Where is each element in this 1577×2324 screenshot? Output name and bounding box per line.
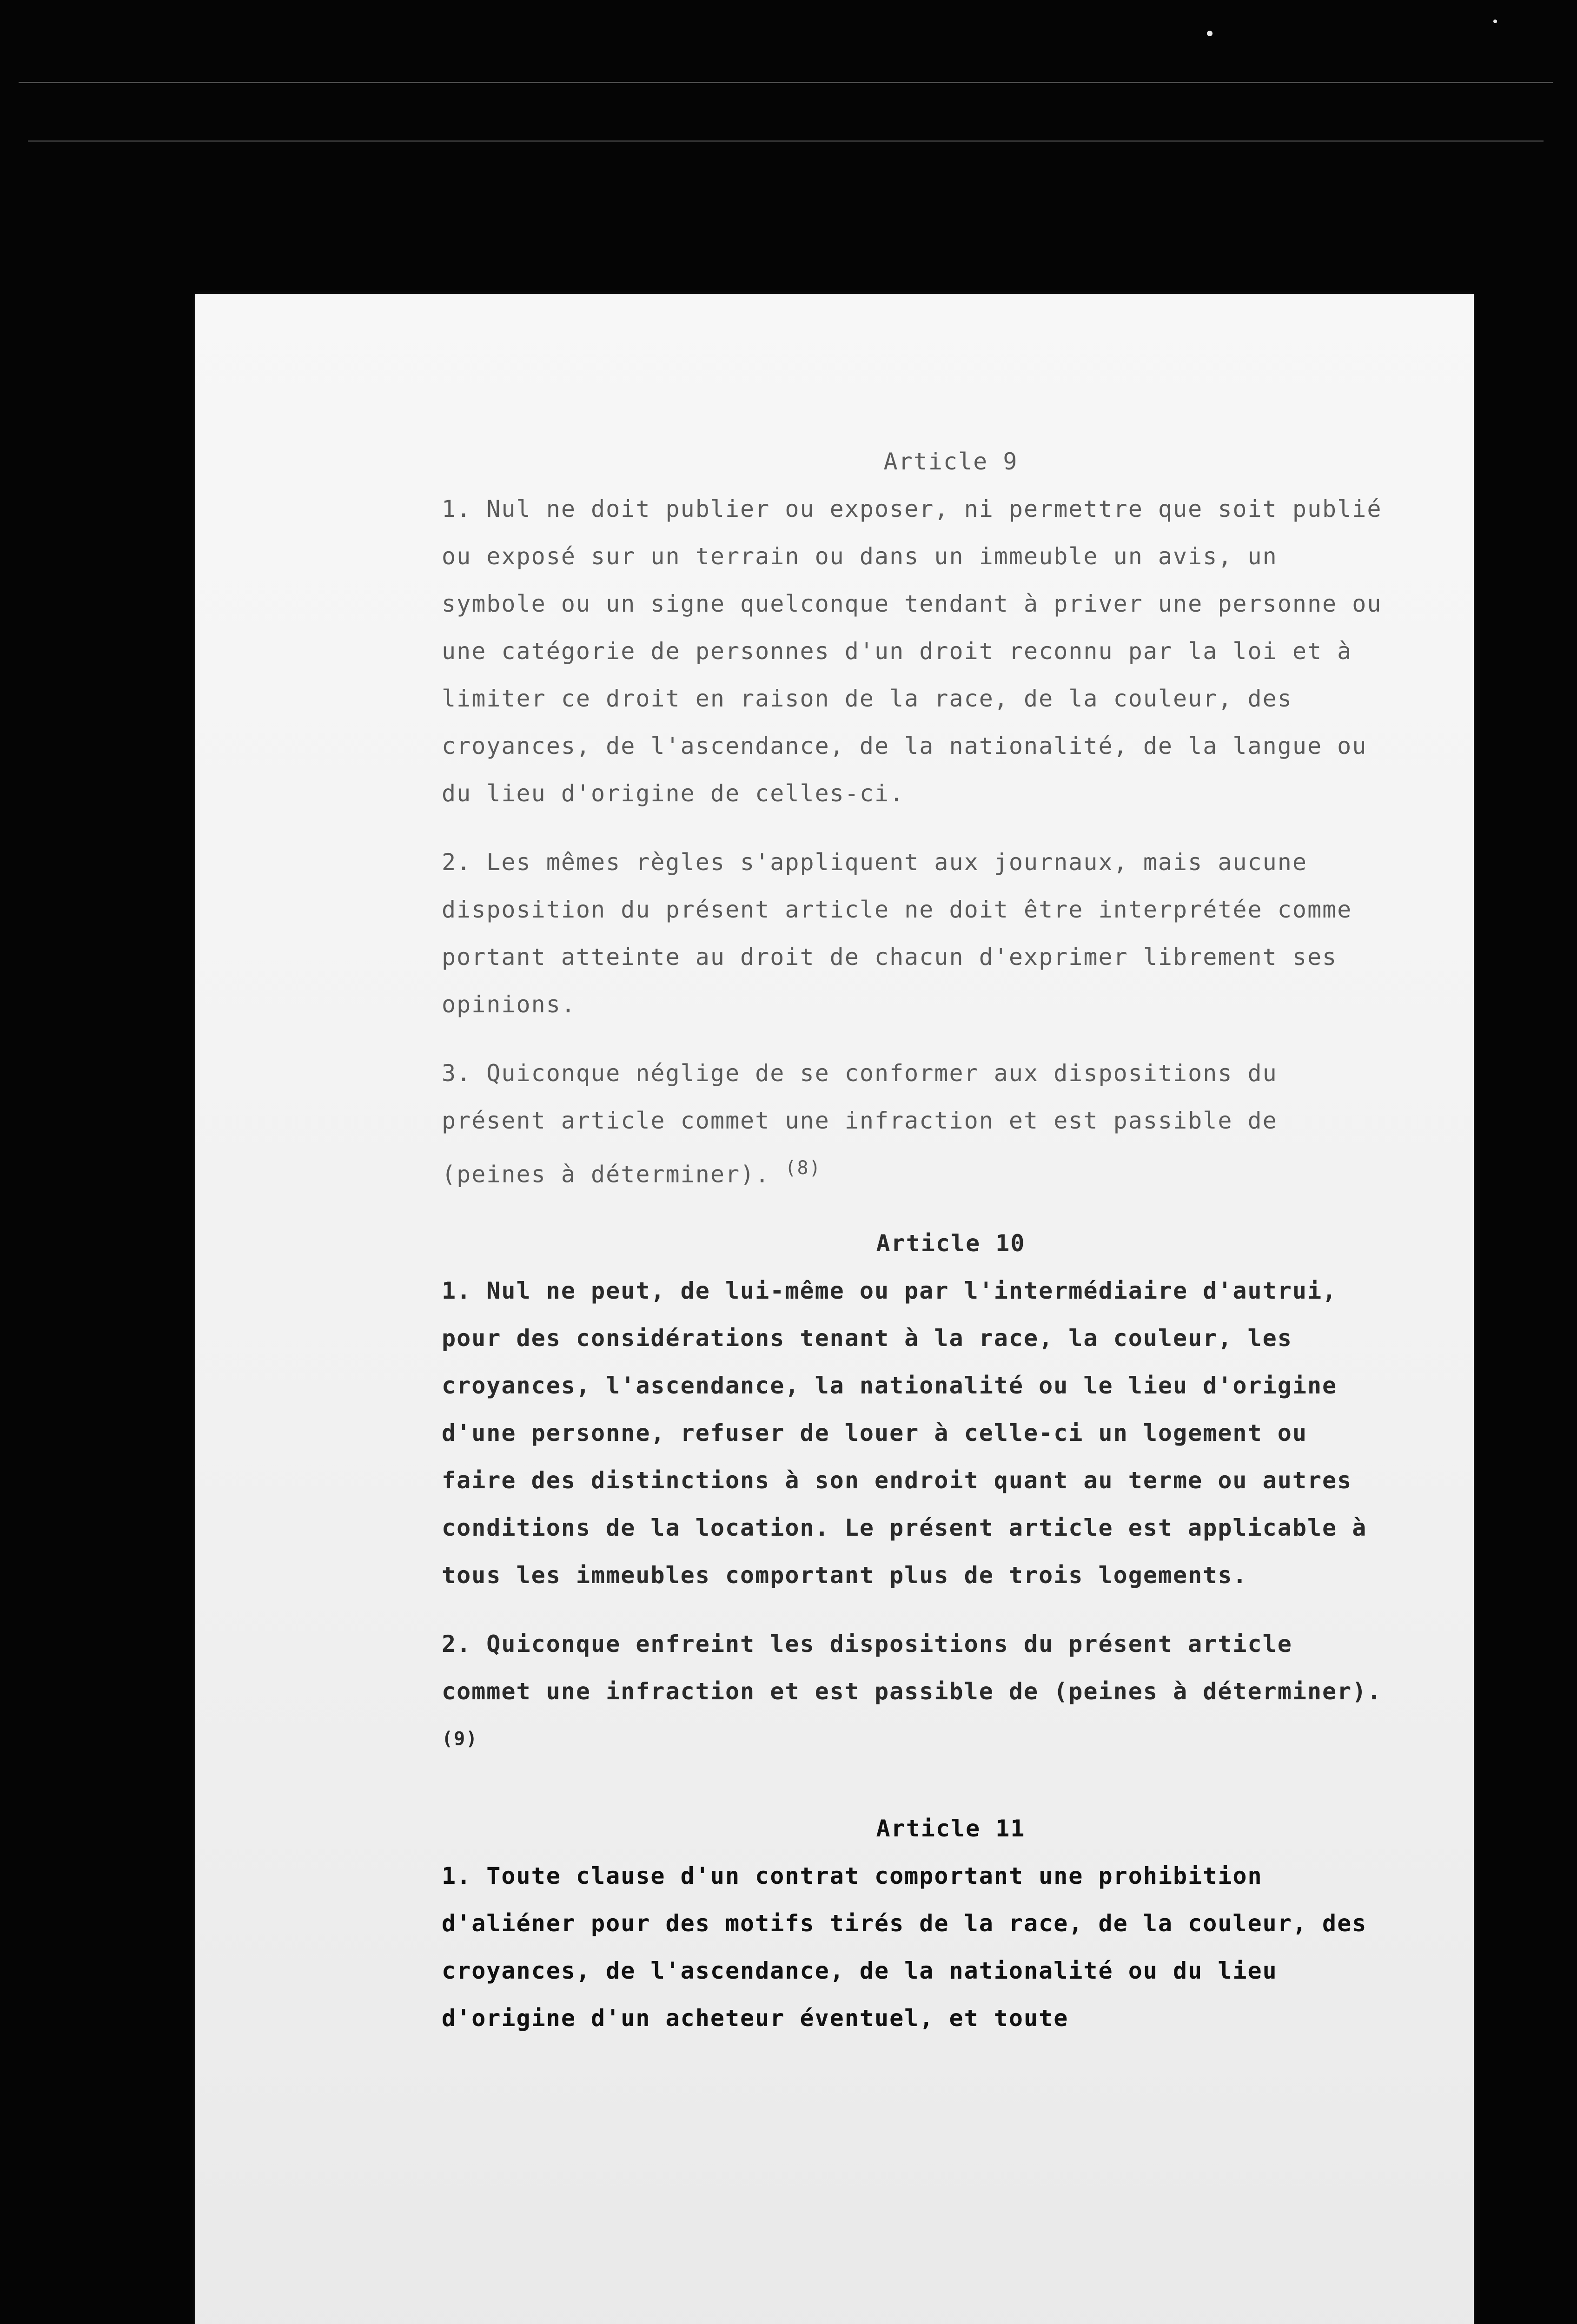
article-9-heading: Article 9 xyxy=(883,448,1018,475)
article-9-paragraph-3-text: 3. Quiconque néglige de se conformer aux dispositions du présent article commet une infraction et est passible de (peines à déterminer). xyxy=(442,1060,1278,1188)
article-9-paragraph-2: 2. Les mêmes règles s'appliquent aux journaux, mais aucune disposition du présent article ne doit être interprétée comme portant atteinte au droit de chacun d'exprimer librement ses opinions. xyxy=(442,849,1352,1018)
spacer xyxy=(442,1790,1395,1805)
typed-page xyxy=(195,294,1474,2324)
article-10-footnote-marker: (9) xyxy=(442,1728,478,1750)
scan-artifact xyxy=(19,82,1553,83)
dust-speck xyxy=(1493,20,1497,23)
article-10-heading: Article 10 xyxy=(876,1229,1026,1257)
dust-speck xyxy=(1207,31,1213,36)
article-10-paragraph-2 xyxy=(442,1620,1395,1769)
article-9-footnote-marker: (8) xyxy=(785,1157,822,1179)
article-9-paragraph-1: 1. Nul ne doit publier ou exposer, ni permettre que soit publié ou exposé sur un terrain ou dans un immeuble un avis, un symbole ou un signe quelconque tendant à priver une personne ou une catégorie de personnes d'un droit reconnu par la loi et à limiter ce droit en raison de la race, de la couleur, des croyances, de l'ascendance, de la nationalité, de la langue ou du lieu d'origine de celles-ci. xyxy=(442,495,1382,807)
article-9-paragraph-3 xyxy=(442,1050,1395,1198)
article-11-heading: Article 11 xyxy=(876,1815,1026,1842)
page-content xyxy=(442,438,1395,2063)
article-11-paragraph-1: 1. Toute clause d'un contrat comportant une prohibition d'aliéner pour des motifs tirés de la race, de la couleur, des croyances, de l'ascendance, de la nationalité ou du lieu d'origine d'un acheteur éventuel, et toute xyxy=(442,1862,1367,2032)
article-10-paragraph-2-text: 2. Quiconque enfreint les dispositions du présent article commet une infraction et est passible de (peines à déterminer). xyxy=(442,1630,1382,1705)
article-10-paragraph-1: 1. Nul ne peut, de lui-même ou par l'intermédiaire d'autrui, pour des considérations tenant à la race, la couleur, les croyances, l'ascendance, la nationalité ou le lieu d'origine d'une personne, refuser de louer à celle-ci un logement ou faire des distinctions à son endroit quant au terme ou autres conditions de la location. Le présent article est applicable à tous les immeubles comportant plus de trois logements. xyxy=(442,1277,1367,1589)
scan-artifact xyxy=(28,140,1544,142)
